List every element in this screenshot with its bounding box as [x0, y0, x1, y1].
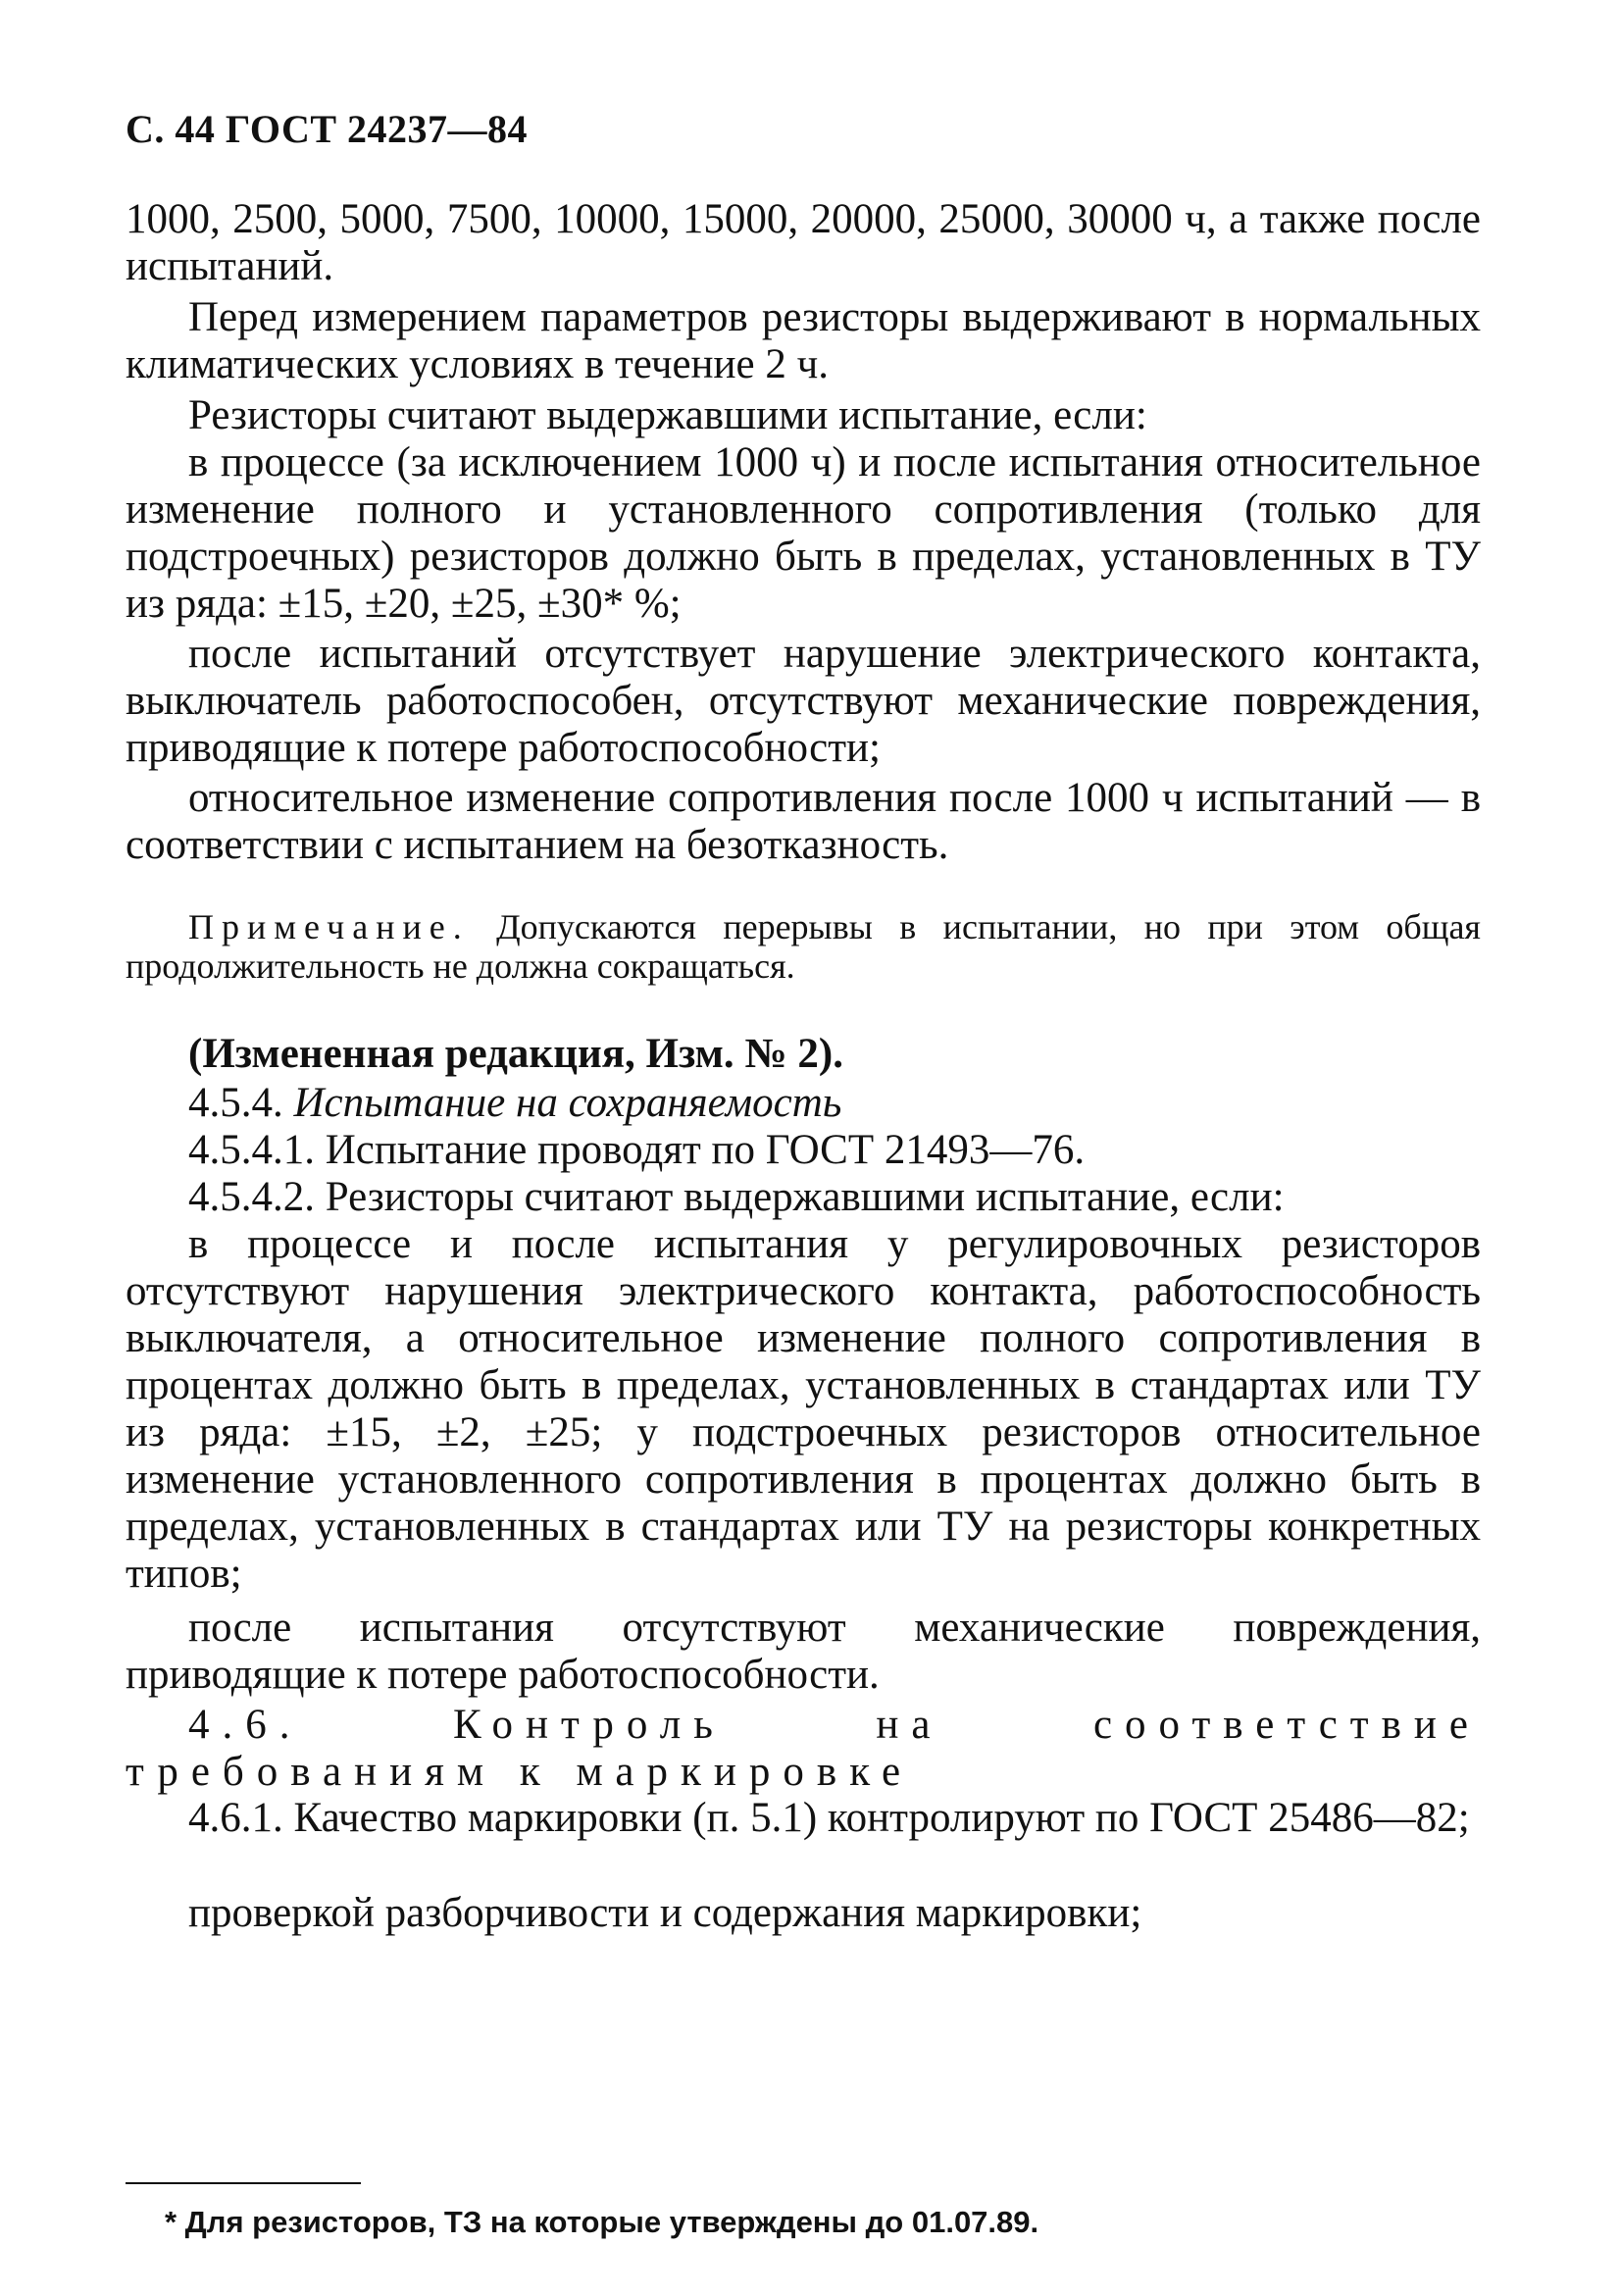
paragraph: в процессе и после испытания у регулировочных резисторов отсутствуют нарушения электрического контакта, работоспособность выключателя, а относительное изменение полного сопротивления в процентах должно быть в пределах, установленных в стандартах или ТУ из ряда: ±15, ±2, ±25; у подстроечных резисторов относительное изменение установленного сопротивления в процентах должно быть в пределах, установленных в стандартах или ТУ на резисторы конкретных типов;	[126, 1221, 1481, 1597]
paragraph: 1000, 2500, 5000, 7500, 10000, 15000, 20000, 25000, 30000 ч, а также после испытаний.	[126, 196, 1481, 289]
section-number: 4.5.4.	[188, 1080, 283, 1126]
page-header: С. 44 ГОСТ 24237—84	[126, 107, 529, 151]
section-heading	[188, 1079, 841, 1127]
paragraph: Перед измерением параметров резисторы выдерживают в нормальных климатических условиях в течение 2 ч.	[126, 294, 1481, 387]
note-label: Примечание.	[188, 907, 470, 946]
footnote-divider	[126, 2182, 361, 2184]
section-paragraph: 4.5.4.1. Испытание проводят по ГОСТ 21493—76.	[188, 1127, 1086, 1173]
paragraph: относительное изменение сопротивления после 1000 ч испытаний — в соответствии с испытанием на безотказность.	[126, 775, 1481, 868]
note	[126, 907, 1481, 986]
paragraph: проверкой разборчивости и содержания маркировки;	[188, 1890, 1142, 1936]
section-title: Испытание на сохраняемость	[293, 1080, 842, 1126]
section-paragraph: 4.5.4.2. Резисторы считают выдержавшими испытание, если:	[188, 1174, 1285, 1220]
paragraph: в процессе (за исключением 1000 ч) и после испытания относительное изменение полного и установленного сопротивления (только для подстроечных) резисторов должно быть в пределах, установленных в ТУ из ряда: ±15, ±20, ±25, ±30* %;	[126, 439, 1481, 627]
section-heading: 4.6. Контроль на соответствие требованиям к маркировке	[126, 1702, 1481, 1795]
paragraph: после испытаний отсутствует нарушение электрического контакта, выключатель работоспособен, отсутствуют механические повреждения, приводящие к потере работоспособности;	[126, 631, 1481, 771]
revision-note: (Измененная редакция, Изм. № 2).	[188, 1031, 843, 1077]
note-text: Допускаются перерывы в испытании, но при этом общая продолжительность не должна сокращаться.	[126, 907, 1481, 986]
paragraph: Резисторы считают выдержавшими испытание, если:	[188, 392, 1147, 438]
section-paragraph: 4.6.1. Качество маркировки (п. 5.1) контролируют по ГОСТ 25486—82;	[188, 1795, 1470, 1841]
footnote: * Для резисторов, ТЗ на которые утверждены до 01.07.89.	[165, 2205, 1039, 2239]
paragraph: после испытания отсутствуют механические повреждения, приводящие к потере работоспособности.	[126, 1605, 1481, 1698]
